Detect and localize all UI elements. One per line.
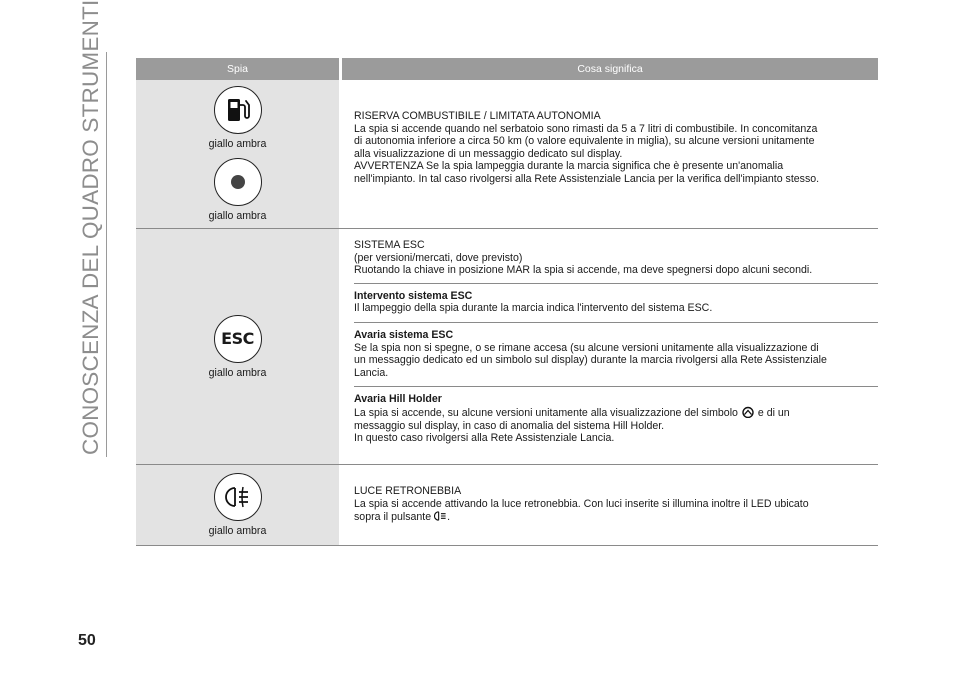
hill-holder-icon xyxy=(741,406,755,418)
esc-icon-text: ESC xyxy=(221,329,254,348)
text-line: Se la spia non si spegne, o se rimane accesa (su alcune versioni unitamente alla visualizzazione di xyxy=(354,341,819,354)
text-line: RISERVA COMBUSTIBILE / LIMITATA AUTONOMIA xyxy=(354,110,601,122)
lamp-cell xyxy=(136,80,339,228)
text-line: SISTEMA ESC xyxy=(354,239,425,251)
warning-lights-table xyxy=(136,58,878,546)
text-line: alla visualizzazione di un messaggio dedicato sul display. xyxy=(354,147,623,160)
text-line: un messaggio dedicato ed un simbolo sul display) durante la marcia rivolgersi alla Rete Assistenziale xyxy=(354,354,827,367)
text-line: Lancia. xyxy=(354,366,389,379)
text-line: messaggio sul display, in caso di anomalia del sistema Hill Holder. xyxy=(354,419,665,432)
text-line: (per versioni/mercati, dove previsto) xyxy=(354,251,523,264)
header-cosa-significa: Cosa significa xyxy=(342,58,878,80)
text-line: La spia si accende quando nel serbatoio sono rimasti da 5 a 7 litri di combustibile. In concomitanza xyxy=(354,122,818,135)
table-header xyxy=(136,58,878,80)
esc-icon xyxy=(214,315,262,363)
fuel-pump-icon xyxy=(214,86,262,134)
header-spia: Spia xyxy=(136,58,339,80)
table-row-esc xyxy=(136,229,878,465)
description-cell xyxy=(339,465,878,545)
lamp-cell xyxy=(136,465,339,545)
subsection-hill-holder xyxy=(354,386,878,444)
lamp-color-label: giallo ambra xyxy=(208,138,267,150)
text-line xyxy=(354,510,878,524)
side-divider xyxy=(106,52,107,457)
side-section-title: CONOSCENZA DEL QUADRO STRUMENTI xyxy=(78,0,103,455)
subsection-title: Avaria Hill Holder xyxy=(354,393,442,406)
text-line: In questo caso rivolgersi alla Rete Assistenziale Lancia. xyxy=(354,432,615,445)
dot-icon xyxy=(214,158,262,206)
lamp-color-label: giallo ambra xyxy=(208,366,267,379)
text-segment: sopra il pulsante xyxy=(354,511,432,524)
text-line: AVVERTENZA Se la spia lampeggia durante la marcia significa che è presente un'anomalia xyxy=(354,160,784,173)
page-number: 50 xyxy=(78,632,96,649)
lamp-color-label: giallo ambra xyxy=(208,525,267,537)
text-line: Il lampeggio della spia durante la marcia indica l'intervento del sistema ESC. xyxy=(354,302,713,315)
rear-fog-light-icon xyxy=(214,473,262,521)
text-line: Ruotando la chiave in posizione MAR la spia si accende, ma deve spegnersi dopo alcuni secondi. xyxy=(354,264,813,277)
subsection-title: Intervento sistema ESC xyxy=(354,289,473,302)
description-cell xyxy=(339,80,878,228)
text-line: LUCE RETRONEBBIA xyxy=(354,485,462,497)
text-line: di autonomia inferiore a circa 50 km (o valore equivalente in miglia), su alcune versioni unitamente xyxy=(354,135,815,148)
text-line xyxy=(354,406,878,420)
text-segment: La spia si accende, su alcune versioni unitamente alla visualizzazione del simbolo xyxy=(354,406,738,419)
subsection-intervento xyxy=(354,283,878,315)
subsection-avaria-esc xyxy=(354,322,878,379)
text-line: La spia si accende attivando la luce retronebbia. Con luci inserite si illumina inoltre il LED ubicato xyxy=(354,497,809,510)
rear-fog-light-icon xyxy=(434,510,447,522)
text-line: nell'impianto. In tal caso rivolgersi alla Rete Assistenziale Lancia per la verifica dell'impianto stesso. xyxy=(354,172,820,185)
table-row-fuel xyxy=(136,80,878,229)
text-segment: e di un xyxy=(757,406,790,419)
subsection-title: Avaria sistema ESC xyxy=(354,328,454,341)
table-row-fog xyxy=(136,465,878,546)
lamp-cell xyxy=(136,229,339,464)
text-segment: . xyxy=(447,511,451,524)
description-cell xyxy=(339,229,878,464)
lamp-color-label: giallo ambra xyxy=(208,210,267,222)
